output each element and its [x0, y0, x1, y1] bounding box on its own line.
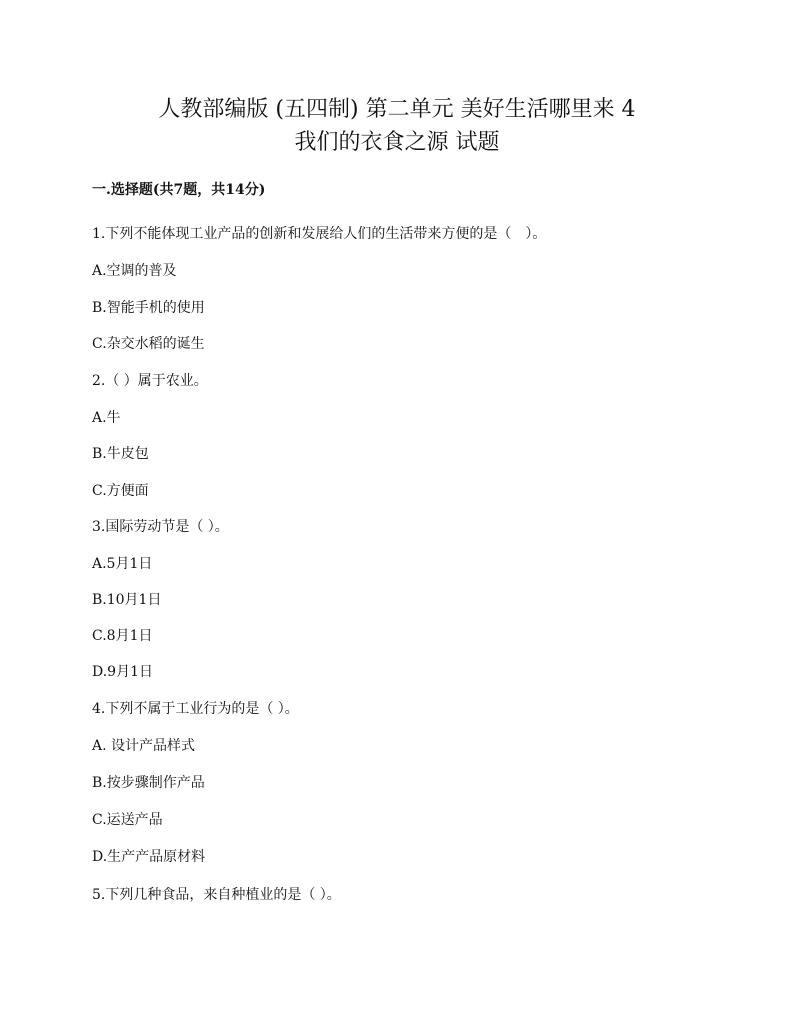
question-option: C.杂交水稻的诞生: [92, 336, 205, 352]
question-option: B.智能手机的使用: [92, 300, 205, 316]
question-option: B.按步骤制作产品: [92, 775, 205, 791]
question-option: C.运送产品: [92, 812, 163, 828]
question-option: A.5月1日: [92, 556, 153, 572]
question-option: D.9月1日: [92, 664, 153, 680]
question-option: B.10月1日: [92, 592, 162, 608]
question-stem: 2.（ ）属于农业。: [92, 373, 208, 389]
question-option: A.牛: [92, 410, 121, 426]
question-option: C.8月1日: [92, 628, 153, 644]
document-title-line-1: 人教部编版 (五四制) 第二单元 美好生活哪里来 4: [158, 97, 636, 122]
question-option: A. 设计产品样式: [92, 738, 196, 754]
question-option: A.空调的普及: [92, 263, 177, 279]
question-stem: 4.下列不属于工业行为的是（ ）。: [92, 701, 299, 717]
question-option: D.生产产品原材料: [92, 849, 206, 865]
section-heading: 一.选择题(共7题，共14分): [92, 182, 266, 198]
question-option: C.方便面: [92, 483, 149, 499]
question-option: B.牛皮包: [92, 446, 149, 462]
question-stem: 1.下列不能体现工业产品的创新和发展给人们的生活带来方便的是（ ）。: [92, 226, 547, 242]
document-title-line-2: 我们的衣食之源 试题: [294, 130, 500, 155]
question-stem: 3.国际劳动节是（ ）。: [92, 519, 229, 535]
question-stem: 5.下列几种食品，来自种植业的是（ ）。: [92, 887, 341, 903]
